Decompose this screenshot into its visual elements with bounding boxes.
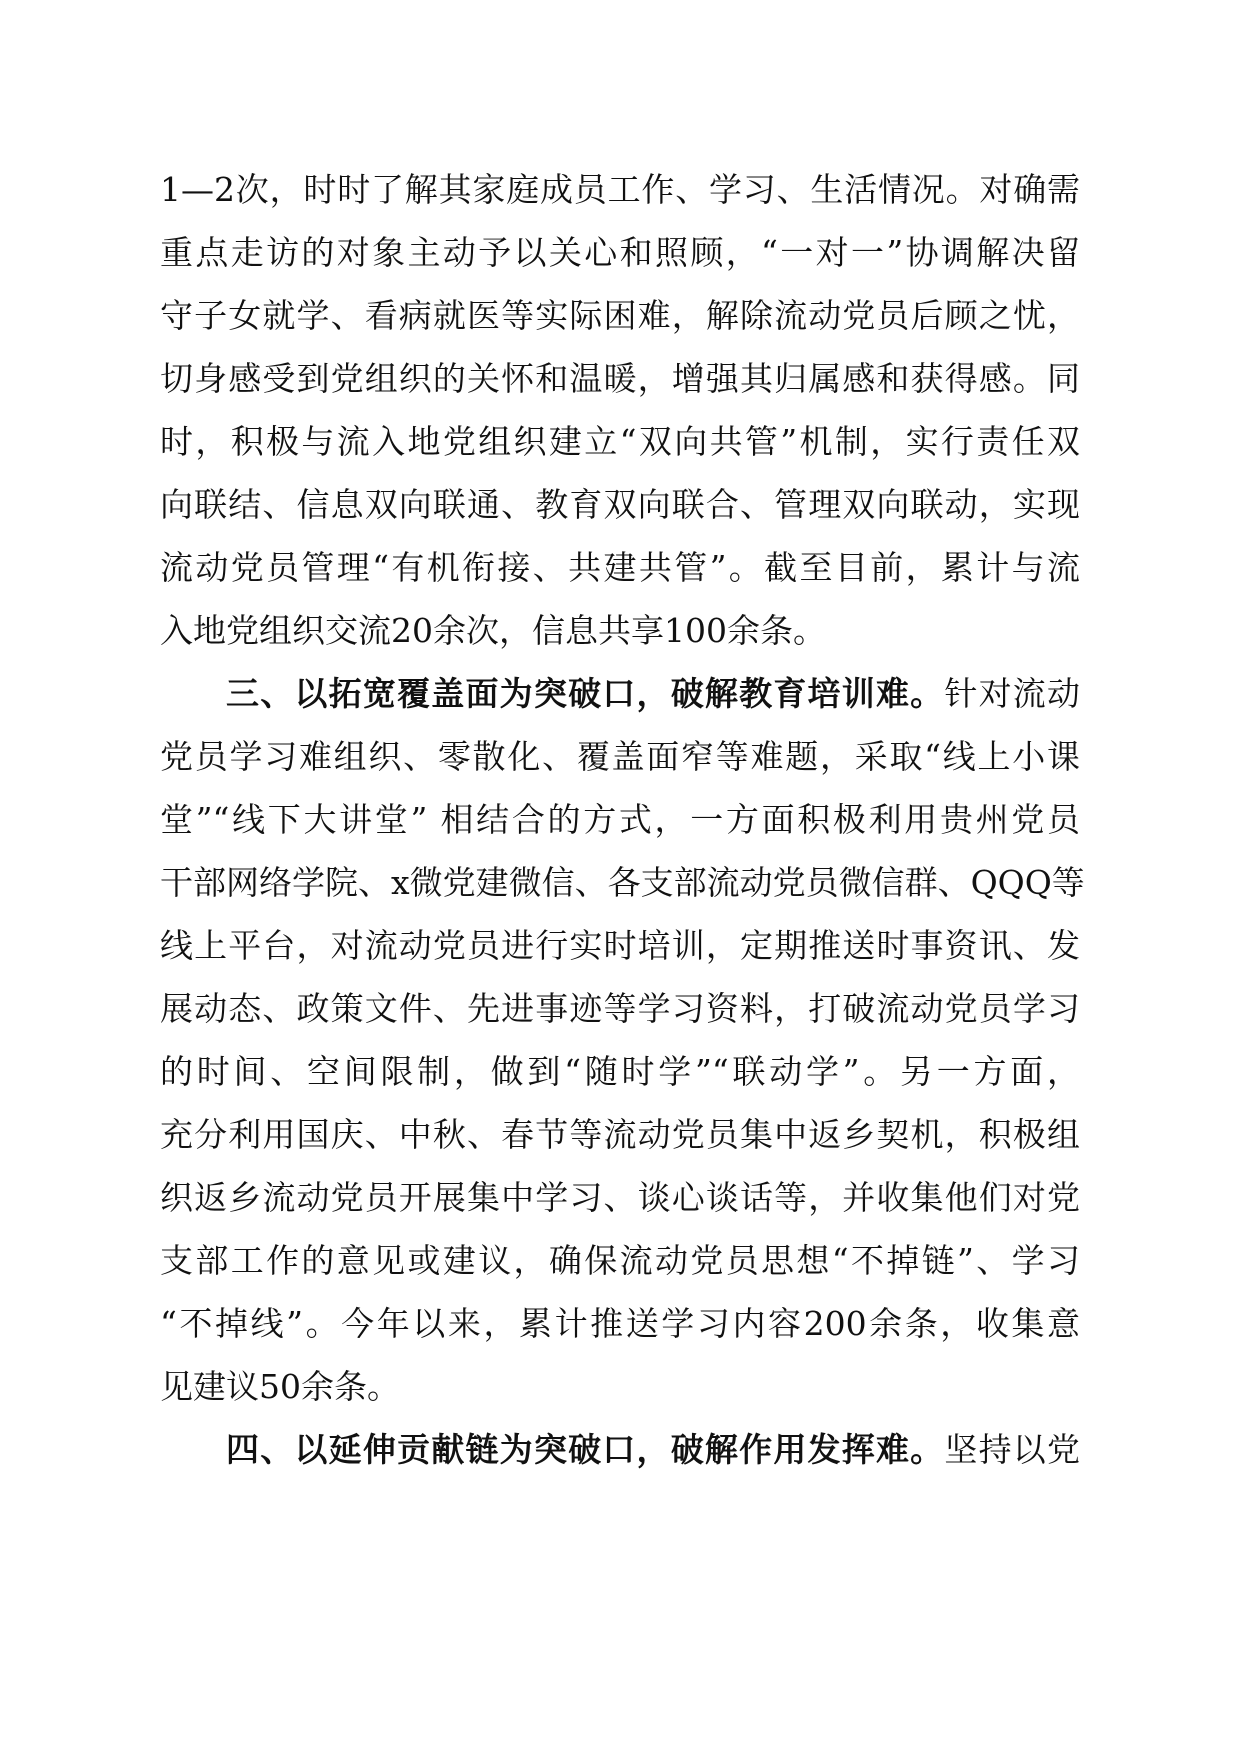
- section-four-heading: 四、以延伸贡献链为突破口，破解作用发挥难。: [226, 1430, 945, 1469]
- paragraph-line: 流动党员管理“有机衔接、共建共管”。截至目前，累计与流: [160, 548, 1080, 587]
- paragraph-line: 的时间、空间限制，做到“随时学”“联动学”。另一方面，: [160, 1052, 1080, 1091]
- paragraph-line: 入地党组织交流20余次，信息共享100余条。: [160, 611, 826, 650]
- paragraph-line: 展动态、政策文件、先进事迹等学习资料，打破流动党员学习: [160, 989, 1080, 1028]
- paragraph-line: 守子女就学、看病就医等实际困难，解除流动党员后顾之忧，: [160, 296, 1080, 335]
- paragraph-line: 时，积极与流入地党组织建立“双向共管”机制，实行责任双: [160, 422, 1080, 461]
- paragraph-line: 织返乡流动党员开展集中学习、谈心谈话等，并收集他们对党: [160, 1178, 1080, 1217]
- paragraph-line: 重点走访的对象主动予以关心和照顾，“一对一”协调解决留: [160, 233, 1080, 272]
- paragraph-line: 支部工作的意见或建议，确保流动党员思想“不掉链”、学习: [160, 1241, 1080, 1280]
- line-fragment: 线下大讲堂” 相结合的方式，一方面积极利用贵州党员: [229, 800, 1080, 839]
- section-four-heading-continuation: 坚持以党: [944, 1430, 1081, 1469]
- paragraph-line: 干部网络学院、x微党建微信、各支部流动党员微信群、QQQ等: [160, 863, 1085, 902]
- paragraph-line: 向联结、信息双向联通、教育双向联合、管理双向联动，实现: [160, 485, 1080, 524]
- section-three-first-line: [226, 666, 1080, 722]
- section-three-heading: 三、以拓宽覆盖面为突破口，破解教育培训难。: [226, 674, 945, 713]
- paragraph-line: 见建议50余条。: [160, 1367, 400, 1406]
- paragraph-line: 党员学习难组织、零散化、覆盖面窄等难题，采取“线上小课: [160, 737, 1080, 776]
- paragraph-line: 充分利用国庆、中秋、春节等流动党员集中返乡契机，积极组: [160, 1115, 1080, 1154]
- section-four-first-line: [226, 1422, 1080, 1478]
- line-fragment: 堂”“: [160, 800, 230, 839]
- paragraph-line: 线上平台，对流动党员进行实时培训，定期推送时事资讯、发: [160, 926, 1080, 965]
- paragraph-line: [160, 792, 1080, 848]
- section-three-heading-continuation: 针对流动: [944, 674, 1081, 713]
- paragraph-line: 1—2次，时时了解其家庭成员工作、学习、生活情况。对确需: [160, 170, 1080, 209]
- paragraph-line: 切身感受到党组织的关怀和温暖，增强其归属感和获得感。同: [160, 359, 1080, 398]
- paragraph-line: “不掉线”。今年以来，累计推送学习内容200余条，收集意: [160, 1304, 1080, 1343]
